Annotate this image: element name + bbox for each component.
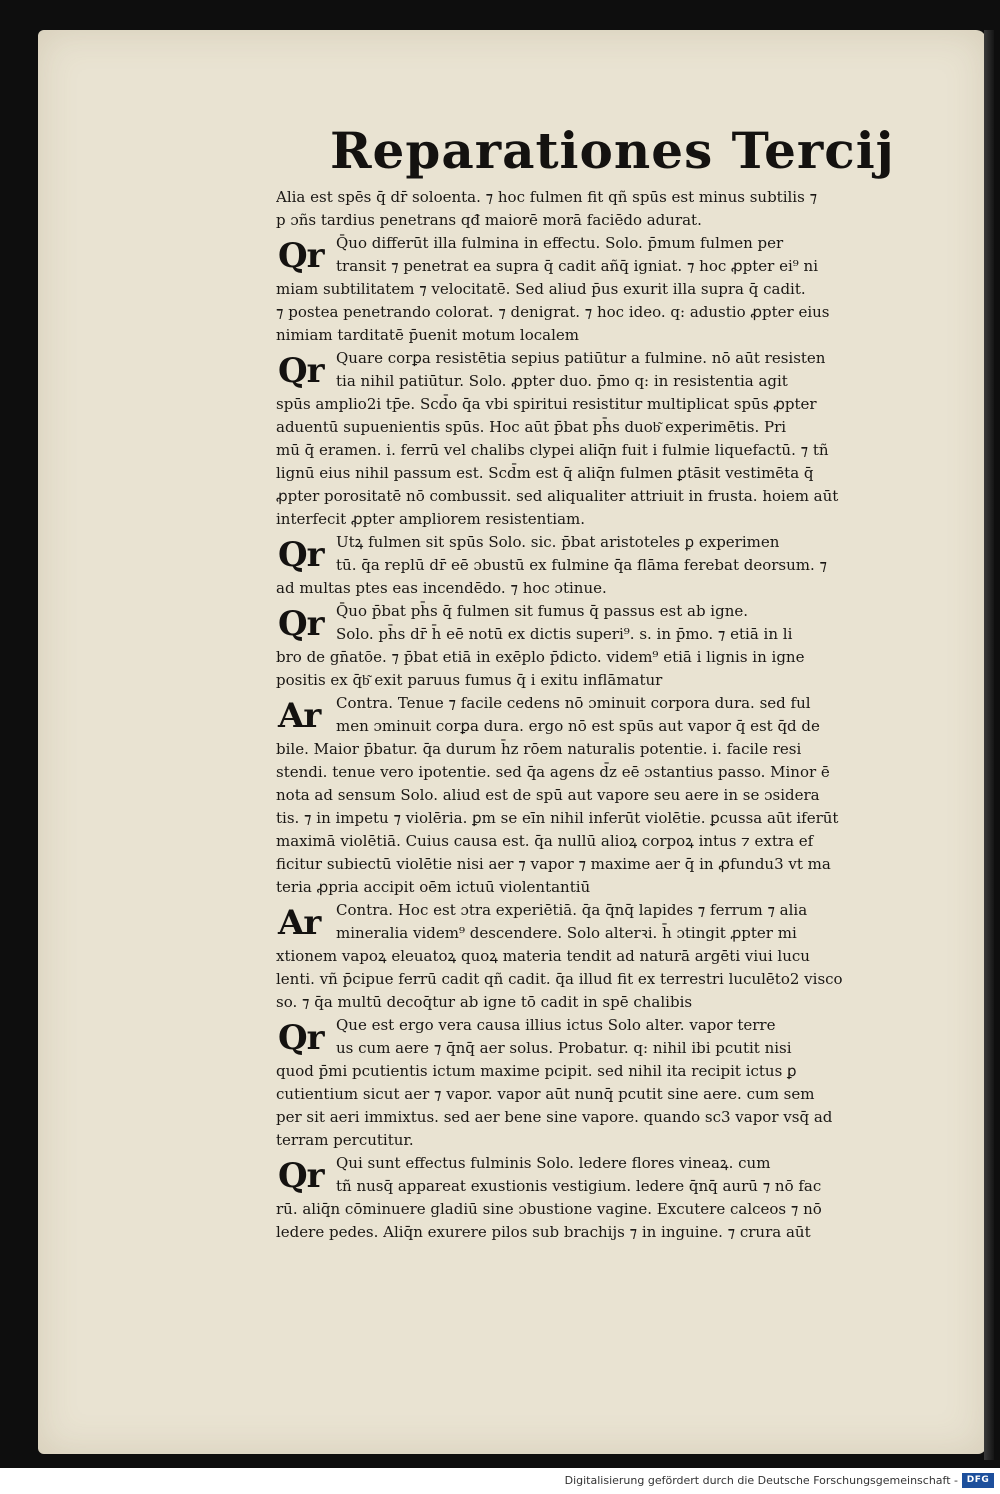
- text-line: lenti. vñ p̄cipue ferrū cadit qñ cadit. q̄a illud fit ex terrestri luculēto2 visco: [276, 970, 843, 988]
- question-mark: Qr: [278, 1156, 324, 1196]
- argument-mark: Ar: [278, 696, 321, 736]
- text-line: aduentū supuenientis spūs. Hoc aūt p̄bat ph̄s duob͂ experimētis. Pri: [276, 418, 787, 436]
- dfg-logo[interactable]: DFG: [962, 1473, 994, 1488]
- question-mark: Qr: [278, 1018, 324, 1058]
- text-line: Q̄uo p̄bat ph̄s q̄ fulmen sit fumus q̄ passus est ab igne.: [336, 602, 749, 620]
- text-line: xtionem vapoꝝ eleuatoꝝ quoꝝ materia tendit ad naturā argēti viui lucu: [276, 947, 810, 965]
- text-line: tis. ⁊ in impetu ⁊ violēria. ꝑm se eīn nihil inferūt violētie. ꝑcussa aūt iferūt: [276, 809, 839, 827]
- text-line: us cum aere ⁊ q̄nq̄ aer solus. Probatur. q: nihil ibi pcutit nisi: [336, 1039, 792, 1057]
- text-line: rū. aliq̄n cōminuere gladiū sine ɔbustione vagine. Excutere calceos ⁊ nō: [276, 1200, 822, 1218]
- page-edge: [984, 30, 994, 1460]
- text-line: bile. Maior p̄batur. q̄a durum h̄z rōem naturalis potentie. i. facile resi: [276, 740, 802, 758]
- text-line: ꝓpter porositatē nō combussit. sed aliqualiter attriuit in frusta. hoiem aūt: [276, 487, 839, 505]
- text-line: Que est ergo vera causa illius ictus Solo alter. vapor terre: [336, 1016, 776, 1034]
- text-line: lignū eius nihil passum est. Scd̄m est q̄ aliq̄n fulmen ꝑtāsit vestimēta q̄: [276, 464, 814, 482]
- text-line: mū q̄ eramen. i. ferrū vel chalibs clypei aliq̄n fuit i fulmie liquefactū. ⁊ tñ: [276, 441, 829, 459]
- question-mark: Qr: [278, 535, 324, 575]
- text-line: ad multas ptes eas incendēdo. ⁊ hoc ɔtinue.: [276, 579, 607, 597]
- text-line: tū. q̄a replū dr̄ eē ɔbustū ex fulmine q̄a flāma ferebat deorsum. ⁊: [336, 556, 828, 574]
- argument-mark: Ar: [278, 903, 321, 943]
- text-line: Contra. Hoc est ɔtra experiētiā. q̄a q̄nq̄ lapides ⁊ ferrum ⁊ alia: [336, 901, 808, 919]
- text-line: terram percutitur.: [276, 1131, 414, 1149]
- footer-bar: [0, 1468, 1000, 1494]
- text-line: spūs amplio2i tp̄e. Scd̄o q̄a vbi spiritui resistitur multiplicat spūs ꝓpter: [276, 395, 817, 413]
- text-line: Solo. ph̄s dr̄ h̄ eē notū ex dictis superi⁹. s. in p̄mo. ⁊ etiā in li: [336, 625, 793, 643]
- text-line: Alia est spēs q̄ dr̄ soloenta. ⁊ hoc fulmen fit qñ spūs est minus subtilis ⁊: [276, 188, 818, 206]
- text-line: miam subtilitatem ⁊ velocitatē. Sed aliud p̄us exurit illa supra q̄ cadit.: [276, 280, 806, 298]
- text-line: nota ad sensum Solo. aliud est de spū aut vapore seu aere in se ɔsidera: [276, 786, 820, 804]
- text-line: tia nihil patiūtur. Solo. ꝓpter duo. p̄mo q: in resistentia agit: [336, 372, 788, 390]
- text-line: interfecit ꝓpter ampliorem resistentiam.: [276, 510, 586, 528]
- text-line: teria ꝓpria accipit oēm ictuū violentantiū: [276, 878, 591, 896]
- text-block: [276, 186, 916, 1244]
- text-line: Contra. Tenue ⁊ facile cedens nō ɔminuit corpora dura. sed ful: [336, 694, 811, 712]
- text-line: so. ⁊ q̄a multū decoq̄tur ab igne tō cadit in spē chalibis: [276, 993, 693, 1011]
- text-line: p ɔñs tardius penetrans qđ maiorē morā faciēdo adurat.: [276, 211, 702, 229]
- text-line: tñ nusq̄ appareat exustionis vestigium. ledere q̄nq̄ aurū ⁊ nō fac: [336, 1177, 822, 1195]
- funding-credit: Digitalisierung gefördert durch die Deutsche Forschungsgemeinschaft -: [564, 1474, 958, 1487]
- text-line: mineralia videm⁹ descendere. Solo alterꝛi. h̄ ɔtingit ꝓpter mi: [336, 924, 797, 942]
- question-mark: Qr: [278, 236, 324, 276]
- text-line: bro de gn̄atōe. ⁊ p̄bat etiā in exēplo p̄dicto. videm⁹ etiā i lignis in igne: [276, 648, 805, 666]
- text-line: Qui sunt effectus fulminis Solo. ledere flores vineaꝝ. cum: [336, 1154, 771, 1172]
- question-mark: Qr: [278, 351, 324, 391]
- text-line: ⁊ postea penetrando colorat. ⁊ denigrat. ⁊ hoc ideo. q: adustio ꝓpter eius: [276, 303, 830, 321]
- text-line: nimiam tarditatē p̄uenit motum localem: [276, 326, 579, 344]
- text-line: ledere pedes. Aliq̄n exurere pilos sub brachijs ⁊ in inguine. ⁊ crura aūt: [276, 1223, 811, 1241]
- text-line: quod p̄mi pcutientis ictum maxime pcipit. sed nihil ita recipit ictus ꝑ: [276, 1062, 797, 1080]
- text-line: Q̄uo differūt illa fulmina in effectu. Solo. p̄mum fulmen per: [336, 234, 784, 252]
- text-line: cutientium sicut aer ⁊ vapor. vapor aūt nunq̄ pcutit sine aere. cum sem: [276, 1085, 815, 1103]
- text-line: stendi. tenue vero ipotentie. sed q̄a agens d̄z eē ɔstantius passo. Minor ē: [276, 763, 830, 781]
- text-line: per sit aeri immixtus. sed aer bene sine vapore. quando sc3 vapor vsq̄ ad: [276, 1108, 833, 1126]
- text-line: men ɔminuit corꝑa dura. ergo nō est spūs aut vapor q̄ est q̄d de: [336, 717, 820, 735]
- text-line: positis ex q̄b͂ exit paruus fumus q̄ i exitu inflāmatur: [276, 671, 663, 689]
- text-line: transit ⁊ penetrat ea supra q̄ cadit añq̄ igniat. ⁊ hoc ꝓpter ei⁹ ni: [336, 257, 819, 275]
- text-line: maximā violētiā. Cuius causa est. q̄a nullū alioꝝ corpoꝝ intus ⁊ extra ef: [276, 832, 814, 850]
- text-line: Utꝝ fulmen sit spūs Solo. sic. p̄bat aristoteles ꝑ experimen: [336, 533, 780, 551]
- running-head: Reparationes Tercij: [330, 121, 895, 180]
- text-line: ficitur subiectū violētie nisi aer ⁊ vapor ⁊ maxime aer q̄ in ꝓfundu3 vt ma: [276, 855, 831, 873]
- question-mark: Qr: [278, 604, 324, 644]
- text-line: Quare corꝑa resistētia sepius patiūtur a fulmine. nō aūt resisten: [336, 349, 826, 367]
